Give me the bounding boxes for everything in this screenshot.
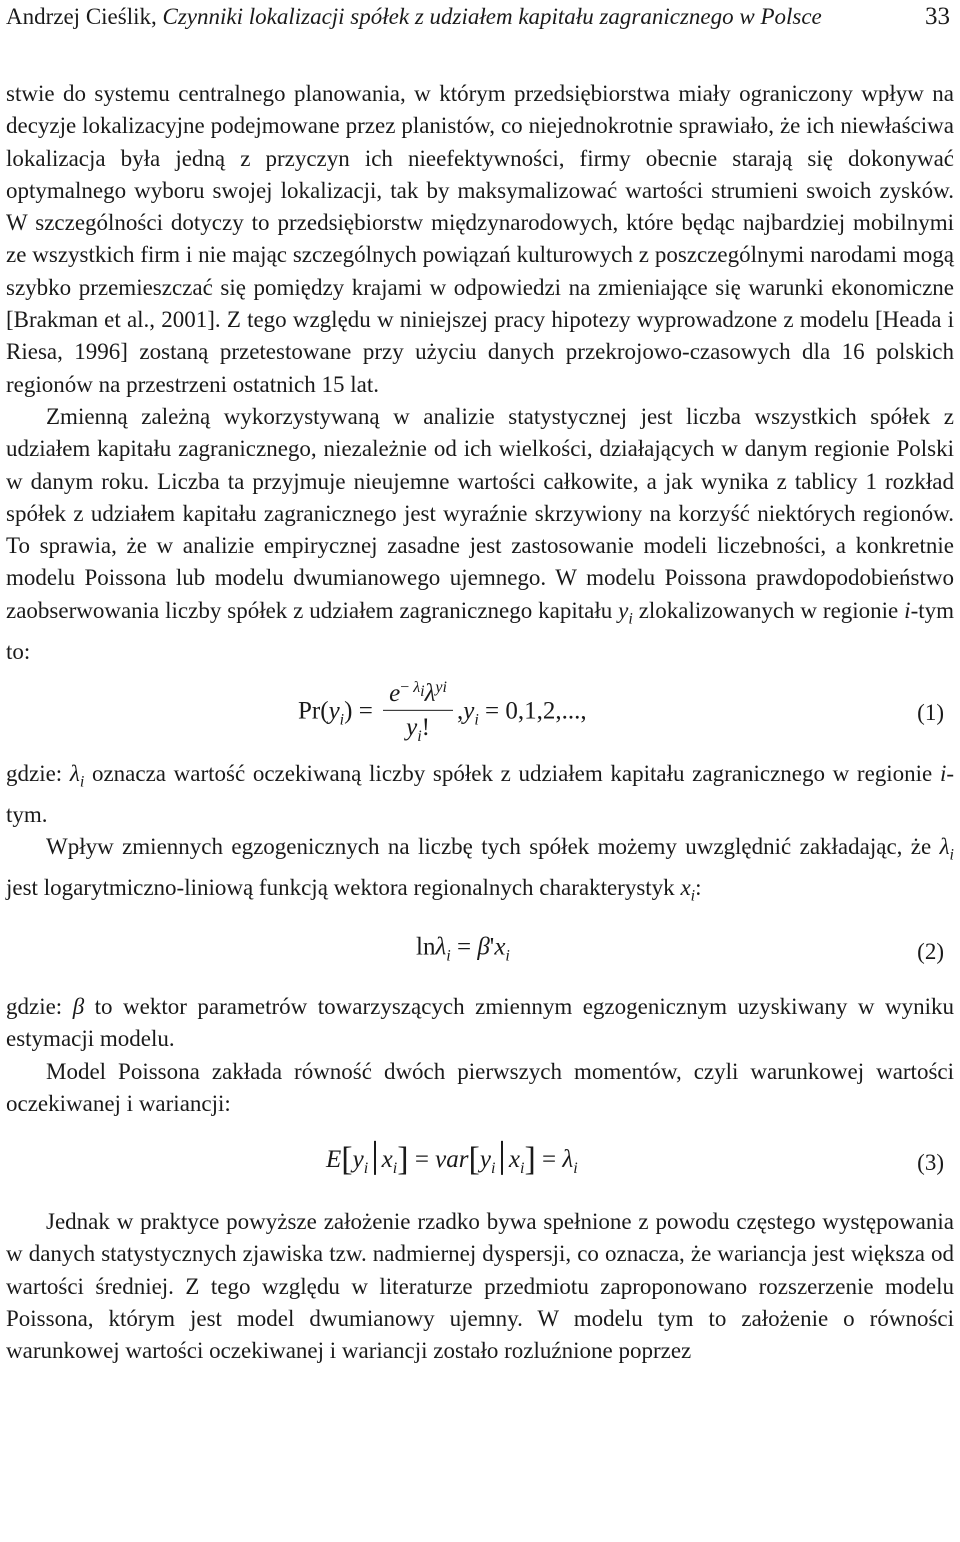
equation-3-number: (3) xyxy=(917,1149,944,1175)
paragraph-4: Wpływ zmiennych egzogenicznych na liczbę tych spółek możemy uwzględnić zakładając, że $\lambda_i$ jest logarytmiczno-liniową funkcją wektora regionalnych charakterystyk $x_i$: xyxy=(6,834,954,905)
paragraph-7: Jednak w praktyce powyższe założenie rzadko bywa spełnione z powodu częstego występowania w danych statystycznych zjawiska tzw. nadmiernej dyspersji, co oznacza, że wariancja jest większa od wartości średniej. Z tego względu w literaturze przedmiotu zaproponowano rozszerzenie modelu Poissona, którym jest model dwumianowy ujemny. W modelu tym to założenie o równości warunkowej wartości oczekiwanej i wariancji zostało rozluźnione poprzez xyxy=(6,1209,954,1364)
paragraph-6: Model Poissona zakłada równość dwóch pierwszych momentów, czyli warunkowej wartości oczekiwanej i wariancji: xyxy=(6,1058,954,1116)
equation-3-formula: $E[y_i$ $x_i] = var[y_i$ $x_i] = \lambda_i$ xyxy=(326,1140,578,1178)
paragraph-2: Zmienną zależną wykorzystywaną w analizie statystycznej jest liczba wszystkich spółek z udziałem kapitału zagranicznego, niezależnie od ich wielkości, działających w danym regionie Polski w danym roku. Liczba ta przyjmuje nieujemne wartości całkowite, a jak wynika z tablicy 1 rozkład spółek z udziałem kapitału zagranicznego jest wyraźnie skrzywiony na korzyść niektórych regionów. To sprawia, że w analizie empirycznej zasadne jest zastosowanie modeli liczebności, a konkretnie modelu Poissona lub modelu dwumianowego ujemnego. W modelu Poissona prawdopodobieństwo zaobserwowania liczby spółek z udziałem zagranicznego kapitału $y_i$ zlokalizowanych w regionie i-tym to: xyxy=(6,403,955,664)
paragraph-5: gdzie: β to wektor parametrów towarzyszących zmiennym egzogenicznym uzyskiwany w wyniku estymacji modelu. xyxy=(6,993,954,1052)
paragraph-1: stwie do systemu centralnego planowania, w którym przedsiębiorstwa miały ograniczony wpływ na decyzje lokalizacyjne podejmowane przez planistów, co niejednokrotnie sprawiało, że ich niewłaściwa lokalizacja była jedną z przyczyn ich nieefektywności, firmy obecnie starają się dokonywać optymalnego wyboru swojej lokalizacji, tak by maksymalizować wartości strumieni swoich zysków. W szczególności dotyczy to przedsiębiorstw międzynarodowych, które będąc najbardziej mobilnymi ze wszystkich firm i nie mając szczególnych powiązań kulturowych z poszczególnymi narodami mogą szybko przemieszczać się pomiędzy krajami w odpowiedzi na zmieniające się warunki ekonomiczne [Brakman et al., 2001]. Z tego względu w niniejszej pracy hipotezy wyprowadzone z modelu [Heada i Riesa, 1996] zostaną przetestowane przy użyciu danych przekrojowo-czasowych dla 16 polskich regionów na przestrzeni ostatnich 15 lat. xyxy=(6,81,954,397)
equation-2-formula: $\ln\lambda_i = \beta'x_i$ xyxy=(416,933,510,965)
header-text xyxy=(6,2,822,32)
equation-1-fraction: $\frac{e^{- \lambda_i}\lambda^{yi}}{y_i!}$ xyxy=(383,672,453,754)
equation-2 xyxy=(6,913,954,991)
equation-1 xyxy=(6,668,954,758)
header-title: Czynniki lokalizacji spółek z udziałem kapitału zagranicznego w Polsce xyxy=(162,4,822,29)
page-number: 33 xyxy=(925,3,950,30)
article-body xyxy=(6,78,954,1368)
paragraph-3: gdzie: $\lambda_i$ oznacza wartość oczekiwaną liczby spółek z udziałem kapitału zagranicznego w regionie i-tym. xyxy=(6,760,954,827)
equation-3 xyxy=(6,1120,954,1206)
equation-1-formula: $Pr(y_i)$ = $\frac{e^{- \lambda_i}\lambda^{yi}}{y_i!}$ $,y_i = 0,1,2$,..., xyxy=(298,672,587,754)
running-header xyxy=(6,0,954,40)
equation-1-number: (1) xyxy=(917,699,944,725)
equation-2-number: (2) xyxy=(917,938,944,964)
p2-text: Zmienną zależną wykorzystywaną w analizie statystycznej jest liczba wszystkich spółek z udziałem kapitału zagranicznego, niezależnie od ich wielkości, działających w danym regionie Polski w danym roku. Liczba ta przyjmuje nieujemne wartości całkowite, a jak wynika z tablicy 1 rozkład spółek z udziałem kapitału zagranicznego jest wyraźnie skrzywiony na korzyść niektórych regionów. To sprawia, że w analizie empirycznej zasadne jest zastosowanie modeli liczebności, a konkretnie modelu Poissona lub modelu dwumianowego ujemnego. W modelu Poissona prawdopodobieństwo zaobserwowania liczby spółek z udziałem zagranicznego kapitału xyxy=(6,403,954,623)
header-author: Andrzej Cieślik, xyxy=(6,4,157,29)
